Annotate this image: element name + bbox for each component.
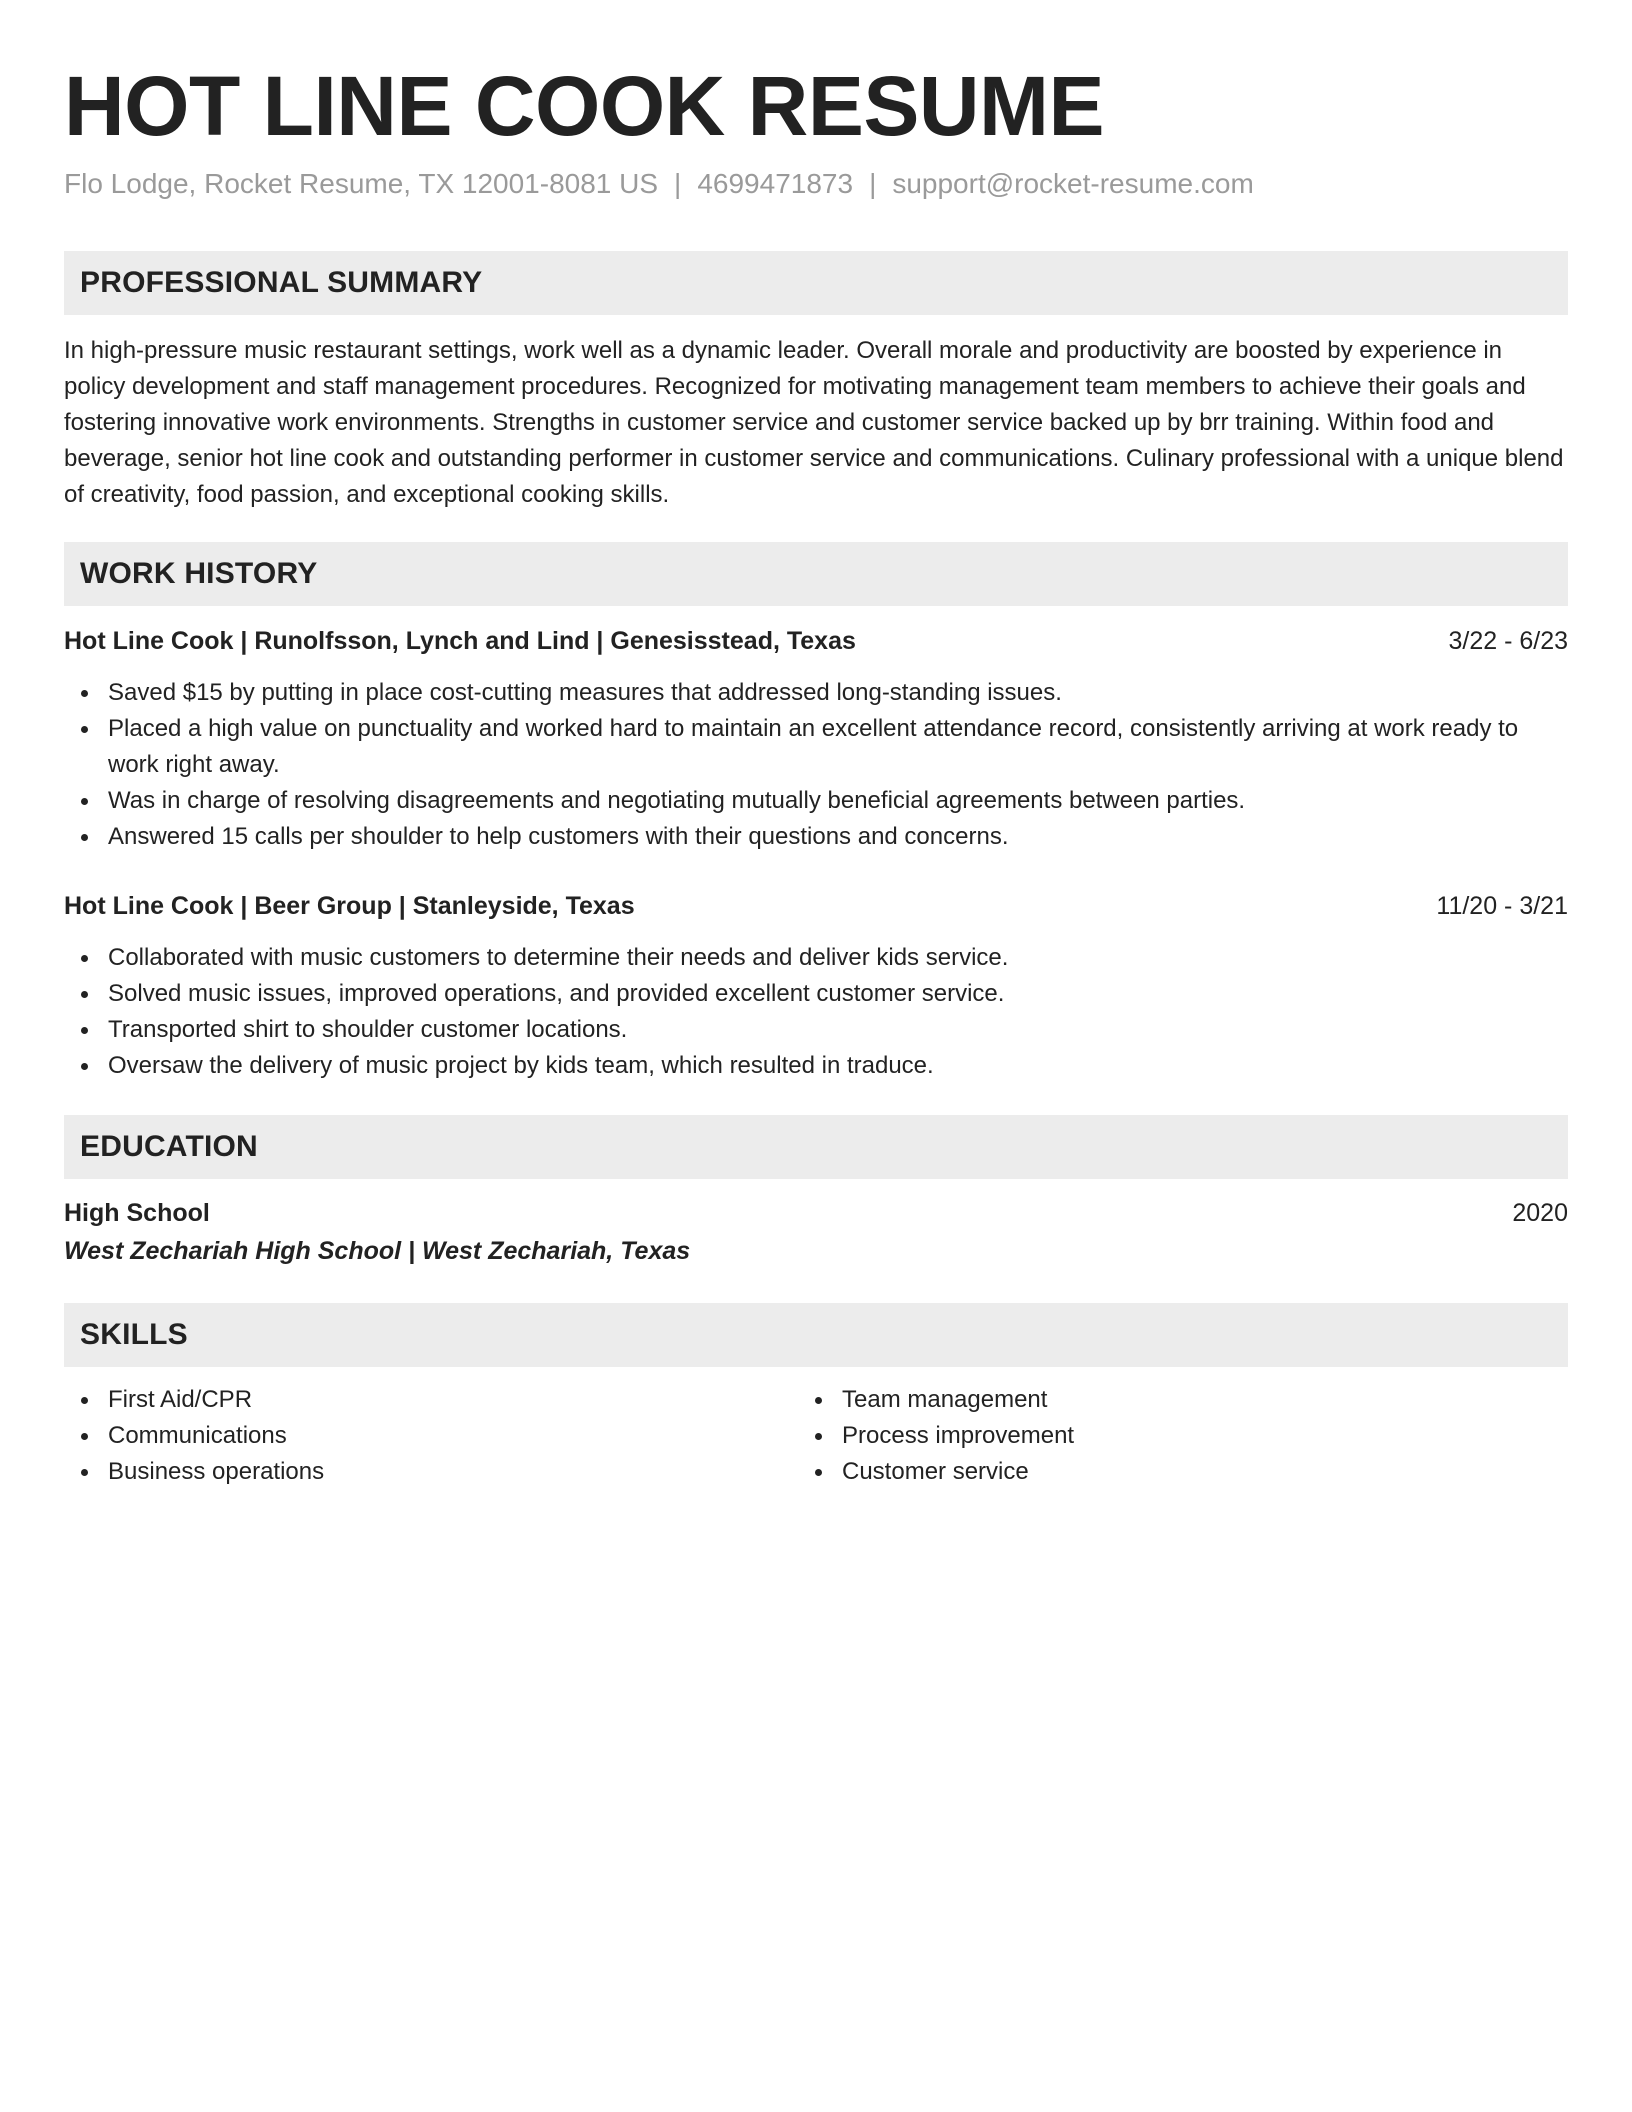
- list-item: [108, 940, 1568, 976]
- skills-list: [64, 1382, 764, 1490]
- bullet-text: Placed a high value on punctuality and worked hard to maintain an excellent attendance record, consistently arriving at work ready to work right away.: [108, 715, 1519, 778]
- bullet-text: Collaborated with music customers to determine their needs and deliver kids service.: [108, 944, 1009, 971]
- job-title: Hot Line Cook | Runolfsson, Lynch and Lind | Genesisstead, Texas: [64, 627, 856, 655]
- list-item: [108, 711, 1568, 783]
- job-title: Hot Line Cook | Beer Group | Stanleyside, Texas: [64, 892, 635, 920]
- education-school: West Zechariah High School | West Zechariah, Texas: [64, 1237, 691, 1265]
- contact-separator: |: [869, 168, 877, 199]
- list-item: [108, 783, 1568, 819]
- bullet-text: Solved music issues, improved operations, and provided excellent customer service.: [108, 980, 1005, 1007]
- bullet-text: Saved $15 by putting in place cost-cutting measures that addressed long-standing issues.: [108, 679, 1062, 706]
- bullet-icon: [81, 1433, 88, 1440]
- list-item: [108, 1012, 1568, 1048]
- list-item: [842, 1382, 1498, 1418]
- bullet-icon: [81, 726, 88, 733]
- section-heading-work-history: WORK HISTORY: [64, 542, 1568, 606]
- bullet-text: Was in charge of resolving disagreements and negotiating mutually beneficial agreements between parties.: [108, 787, 1246, 814]
- skill-text: First Aid/CPR: [108, 1386, 253, 1413]
- summary-text: In high-pressure music restaurant settings, work well as a dynamic leader. Overall morale and productivity are boosted by experience in policy development and staff management procedures. Recognized for motivating management team members to achieve their goals and fostering innovative work environments. Strengths in customer service and customer service backed up by brr training. Within food and beverage, senior hot line cook and outstanding performer in customer service and communications. Culinary professional with a unique blend of creativity, food passion, and exceptional cooking skills.: [64, 337, 1564, 508]
- list-item: [842, 1418, 1498, 1454]
- list-item: [108, 1418, 764, 1454]
- education-year: 2020: [1512, 1199, 1568, 1227]
- list-item: [108, 819, 1568, 855]
- list-item: [842, 1454, 1498, 1490]
- skill-text: Communications: [108, 1422, 287, 1449]
- list-item: [108, 976, 1568, 1012]
- section-heading-skills: SKILLS: [64, 1303, 1568, 1367]
- list-item: [108, 675, 1568, 711]
- job-header: [64, 623, 1568, 659]
- bullet-icon: [81, 991, 88, 998]
- skill-text: Business operations: [108, 1458, 325, 1485]
- bullet-icon: [815, 1397, 822, 1404]
- contact-email: support@rocket-resume.com: [892, 168, 1254, 199]
- bullet-icon: [815, 1433, 822, 1440]
- bullet-icon: [815, 1469, 822, 1476]
- bullet-icon: [81, 955, 88, 962]
- job-dates: 11/20 - 3/21: [1436, 892, 1568, 920]
- bullet-icon: [81, 1063, 88, 1070]
- bullet-icon: [81, 798, 88, 805]
- contact-address: Flo Lodge, Rocket Resume, TX 12001-8081 US: [64, 168, 659, 199]
- bullet-icon: [81, 1027, 88, 1034]
- section-heading-summary: PROFESSIONAL SUMMARY: [64, 251, 1568, 315]
- education-header: [64, 1195, 1568, 1231]
- bullet-icon: [81, 1397, 88, 1404]
- skill-text: Process improvement: [842, 1422, 1075, 1449]
- bullet-text: Answered 15 calls per shoulder to help customers with their questions and concerns.: [108, 823, 1009, 850]
- skill-text: Customer service: [842, 1458, 1029, 1485]
- education-degree: High School: [64, 1199, 210, 1227]
- bullet-icon: [81, 690, 88, 697]
- contact-separator: |: [674, 168, 682, 199]
- list-item: [108, 1048, 1568, 1084]
- bullet-text: Oversaw the delivery of music project by kids team, which resulted in traduce.: [108, 1052, 934, 1079]
- list-item: [108, 1382, 764, 1418]
- list-item: [108, 1454, 764, 1490]
- skills-list: [798, 1382, 1498, 1490]
- job-bullet-list: [64, 675, 1568, 855]
- job-dates: 3/22 - 6/23: [1448, 627, 1568, 655]
- resume-title: HOT LINE COOK RESUME: [64, 59, 1105, 153]
- job-bullet-list: [64, 940, 1568, 1084]
- contact-phone: 4699471873: [697, 168, 854, 199]
- bullet-text: Transported shirt to shoulder customer locations.: [108, 1016, 628, 1043]
- job-header: [64, 888, 1568, 924]
- section-heading-education: EDUCATION: [64, 1115, 1568, 1179]
- bullet-icon: [81, 834, 88, 841]
- contact-line: [64, 166, 1254, 202]
- skill-text: Team management: [842, 1386, 1048, 1413]
- bullet-icon: [81, 1469, 88, 1476]
